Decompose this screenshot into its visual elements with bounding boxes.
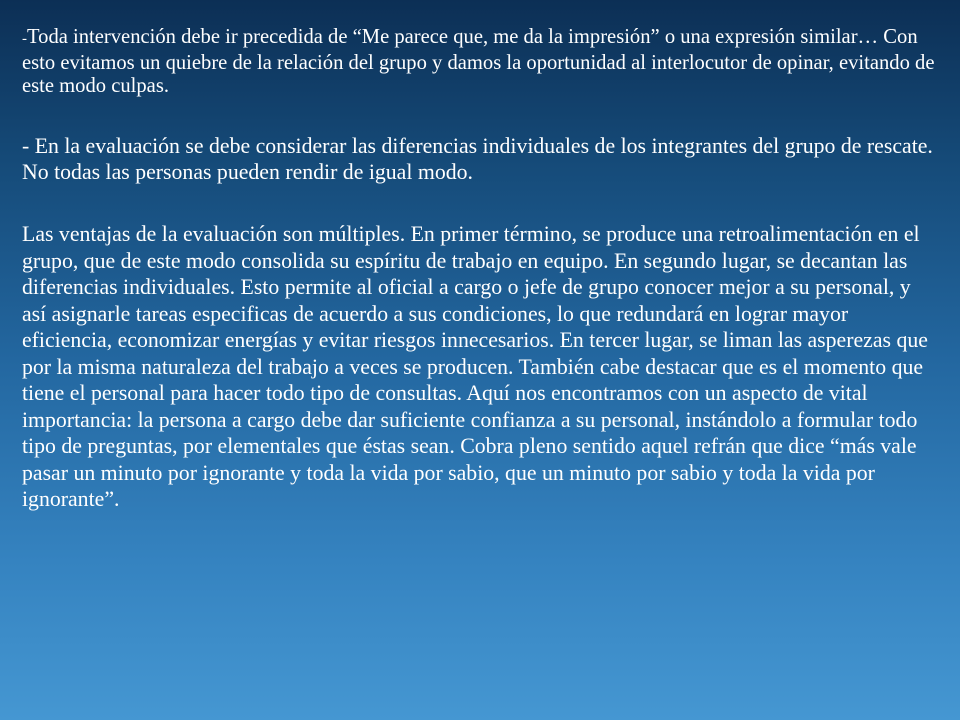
paragraph-evaluation-differences: - En la evaluación se debe considerar las diferencias individuales de los integrantes del grupo de rescate. No todas las personas pueden rendir de igual modo. [22, 134, 933, 184]
paragraph-intervention-text: Toda intervención debe ir precedida de “Me parece que, me da la impresión” o una expresión similar… Con esto evitamos un quiebre de la relación del grupo y damos la oportunidad al interlocutor de opinar, evitando de este modo culpas. [22, 26, 935, 97]
slide-text-body [22, 26, 940, 511]
paragraph-dash: - [22, 31, 27, 47]
paragraph-evaluation-advantages: Las ventajas de la evaluación son múltiples. En primer término, se produce una retroalimentación en el grupo, que de este modo consolida su espíritu de trabajo en equipo. En segundo lugar, se decantan las diferencias individuales. Esto permite al oficial a cargo o jefe de grupo conocer mejor a su personal, y así asignarle tareas especificas de acuerdo a sus condiciones, lo que redundará en lograr mayor eficiencia, economizar energías y evitar riesgos innecesarios. En tercer lugar, se liman las asperezas que por la misma naturaleza del trabajo a veces se producen. También cabe destacar que es el momento que tiene el personal para hacer todo tipo de consultas. Aquí nos encontramos con un aspecto de vital importancia: la persona a cargo debe dar suficiente confianza a su personal, instándolo a formular todo tipo de preguntas, por elementales que éstas sean. Cobra pleno sentido aquel refrán que dice “más vale pasar un minuto por ignorante y toda la vida por sabio, que un minuto por sabio y toda la vida por ignorante”. [22, 222, 928, 511]
paragraph-intervention [22, 26, 940, 99]
